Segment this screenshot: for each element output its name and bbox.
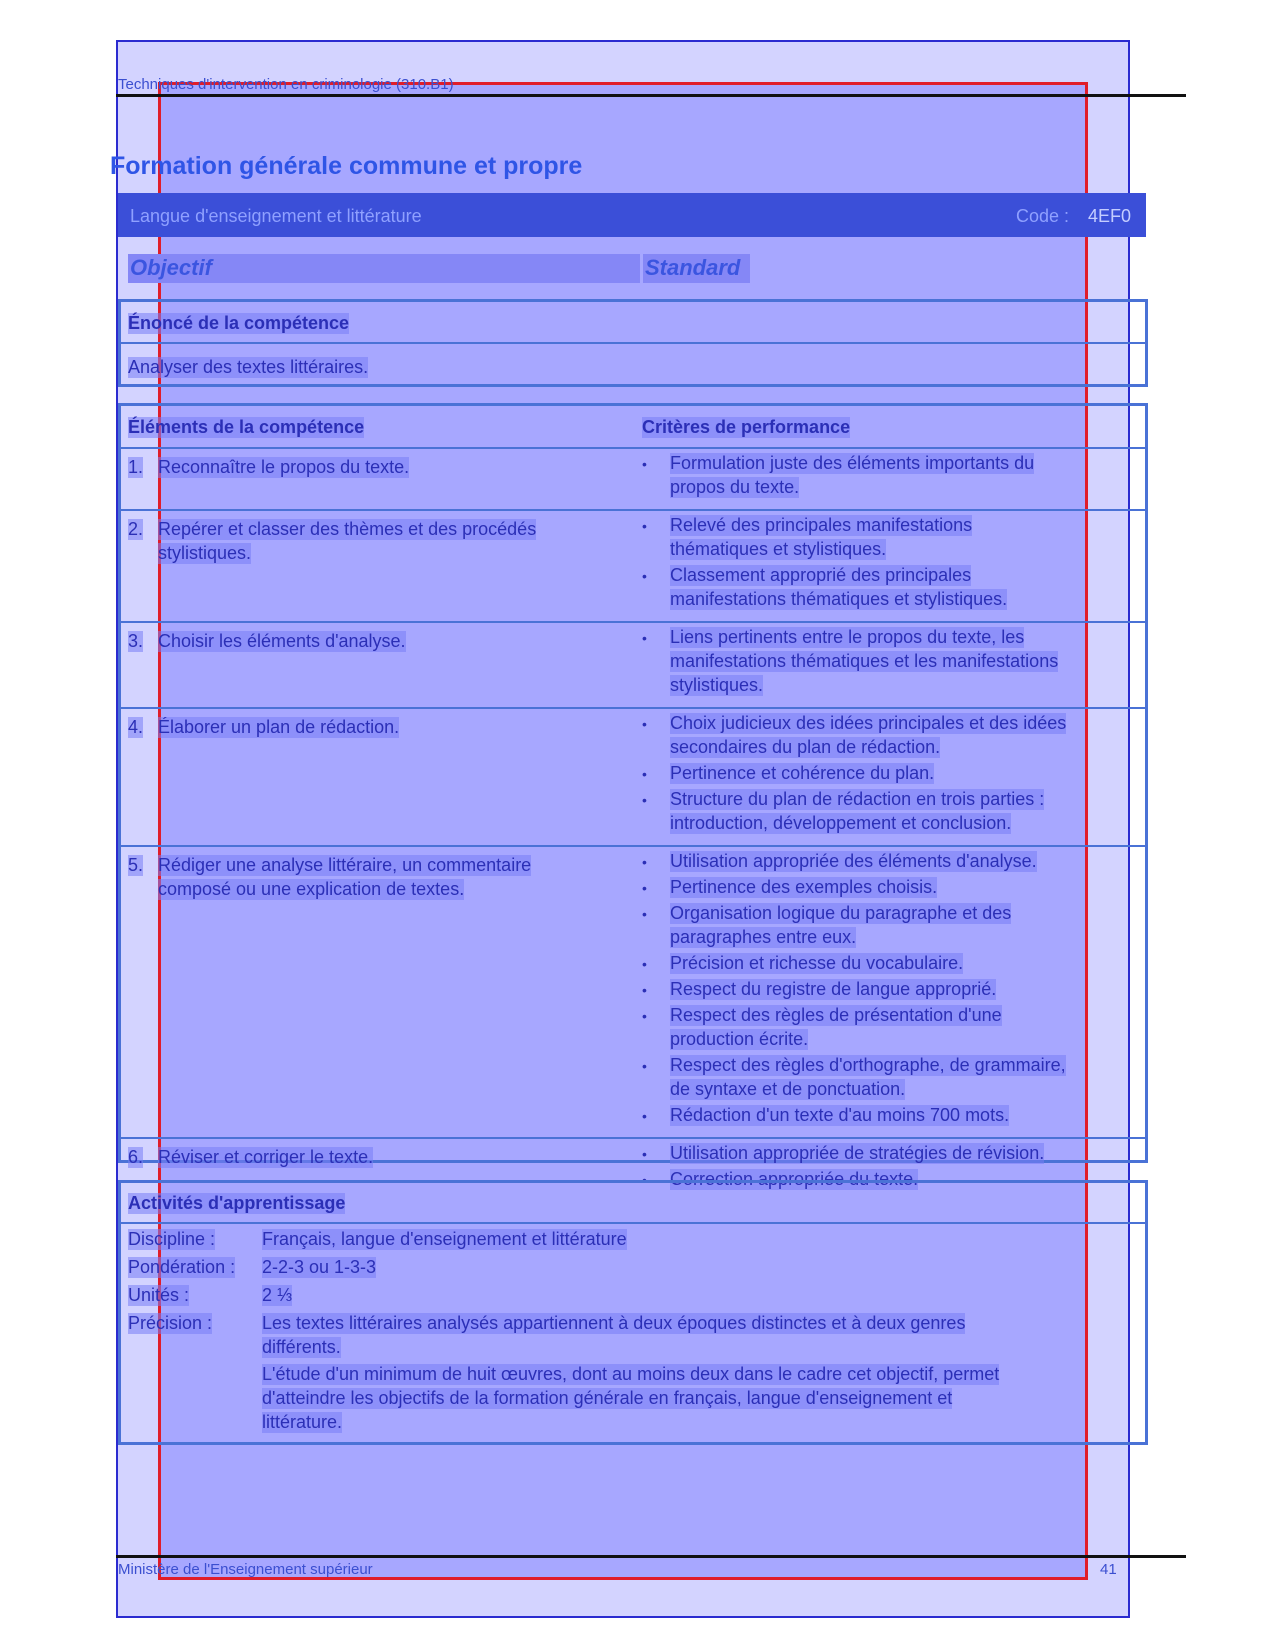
criterion-line: Respect du registre de langue approprié. (670, 979, 997, 999)
criterion-line: Pertinence et cohérence du plan. (670, 763, 935, 783)
criterion-line: Utilisation appropriée des éléments d'analyse. (670, 851, 1037, 871)
element-text-line: Rédiger une analyse littéraire, un commentaire (158, 855, 532, 875)
precision-p1-line: Les textes littéraires analysés appartiennent à deux époques distinctes et à deux genres (262, 1313, 966, 1333)
precision-p2-line: L'étude d'un minimum de huit œuvres, dont au moins deux dans le cadre cet objectif, permet (262, 1364, 1000, 1384)
row-divider (118, 509, 1148, 511)
bullet-icon: • (642, 880, 647, 896)
element-number: 5. (128, 855, 144, 875)
element-number: 2. (128, 519, 144, 539)
criterion-line: thématiques et stylistiques. (670, 539, 887, 559)
ponderation-value: 2-2-3 ou 1-3-3 (262, 1257, 377, 1277)
element-text-line: Repérer et classer des thèmes et des procédés (158, 519, 537, 539)
row-divider (118, 1137, 1148, 1139)
header-rule (116, 94, 1186, 97)
bullet-icon: • (642, 1146, 647, 1162)
bullet-icon: • (642, 1008, 647, 1024)
enonce-text: Analyser des textes littéraires. (128, 357, 369, 377)
section-title: Formation générale commune et propre (110, 152, 583, 180)
criterion-line: de syntaxe et de ponctuation. (670, 1079, 906, 1099)
element-text-line: Réviser et corriger le texte. (158, 1147, 374, 1167)
criterion-line: paragraphes entre eux. (670, 927, 857, 947)
criterion-line: Respect des règles d'orthographe, de grammaire, (670, 1055, 1066, 1075)
criterion-line: manifestations thématiques et stylistiques. (670, 589, 1008, 609)
row-divider (118, 707, 1148, 709)
precision-p2-line: d'atteindre les objectifs de la formation générale en français, langue d'enseignement et (262, 1388, 953, 1408)
bullet-icon: • (642, 518, 647, 534)
bullet-icon: • (642, 1058, 647, 1074)
element-text-line: stylistiques. (158, 543, 252, 563)
element-number: 1. (128, 457, 144, 477)
criterion-line: Relevé des principales manifestations (670, 515, 973, 535)
elements-box (118, 403, 1148, 1163)
element-text-line: Choisir les éléments d'analyse. (158, 631, 406, 651)
standard-heading: Standard (645, 255, 741, 280)
bullet-icon: • (642, 956, 647, 972)
criterion-line: manifestations thématiques et les manifestations (670, 651, 1059, 671)
criterion-line: Précision et richesse du vocabulaire. (670, 953, 964, 973)
enonce-divider (118, 342, 1148, 344)
activites-header: Activités d'apprentissage (128, 1193, 346, 1213)
criterion-line: Rédaction d'un texte d'au moins 700 mots. (670, 1105, 1010, 1125)
precision-p2-line: littérature. (262, 1412, 343, 1432)
discipline-label: Discipline : (128, 1229, 216, 1249)
row-divider (118, 621, 1148, 623)
element-text-line: Reconnaître le propos du texte. (158, 457, 410, 477)
band-code-label: Code : (1016, 206, 1070, 226)
criterion-line: Correction appropriée du texte. (670, 1169, 919, 1189)
criterion-line: Respect des règles de présentation d'une (670, 1005, 1002, 1025)
bullet-icon: • (642, 456, 647, 472)
footer-ministry: Ministère de l'Enseignement supérieur (118, 1561, 373, 1578)
objectif-heading: Objectif (130, 255, 212, 280)
bullet-icon: • (642, 906, 647, 922)
elements-header: Éléments de la compétence (128, 417, 365, 437)
footer-rule (116, 1555, 1186, 1558)
bullet-icon: • (642, 792, 647, 808)
criterion-line: Liens pertinents entre le propos du texte, les (670, 627, 1025, 647)
element-number: 3. (128, 631, 144, 651)
bullet-icon: • (642, 766, 647, 782)
bullet-icon: • (642, 1172, 647, 1188)
unites-label: Unités : (128, 1285, 190, 1305)
running-header: Techniques d'intervention en criminologie (310.B1) (118, 76, 454, 93)
band-code-value: 4EF0 (1088, 206, 1132, 226)
bullet-icon: • (642, 982, 647, 998)
criterion-line: Choix judicieux des idées principales et des idées (670, 713, 1067, 733)
row-divider (118, 845, 1148, 847)
bullet-icon: • (642, 716, 647, 732)
criterion-line: production écrite. (670, 1029, 809, 1049)
criterion-line: Utilisation appropriée de stratégies de révision. (670, 1143, 1045, 1163)
criterion-line: secondaires du plan de rédaction. (670, 737, 941, 757)
unites-value: 2 ⅓ (262, 1285, 293, 1305)
criterion-line: Classement approprié des principales (670, 565, 972, 585)
precision-label: Précision : (128, 1313, 213, 1333)
band-title: Langue d'enseignement et littérature (130, 206, 422, 226)
bullet-icon: • (642, 854, 647, 870)
row-divider (118, 447, 1148, 449)
criterion-line: introduction, développement et conclusion. (670, 813, 1012, 833)
criteria-header: Critères de performance (642, 417, 851, 437)
activites-divider (118, 1222, 1148, 1224)
bullet-icon: • (642, 1108, 647, 1124)
criterion-line: stylistiques. (670, 675, 764, 695)
criterion-line: Organisation logique du paragraphe et des (670, 903, 1012, 923)
criterion-line: propos du texte. (670, 477, 800, 497)
precision-p1-line: différents. (262, 1337, 341, 1357)
element-text-line: composé ou une explication de textes. (158, 879, 465, 899)
bullet-icon: • (642, 568, 647, 584)
criterion-line: Formulation juste des éléments importants du (670, 453, 1035, 473)
criterion-line: Pertinence des exemples choisis. (670, 877, 938, 897)
ponderation-label: Pondération : (128, 1257, 236, 1277)
element-number: 6. (128, 1147, 144, 1167)
element-number: 4. (128, 717, 144, 737)
page-number: 41 (1100, 1561, 1117, 1578)
criterion-line: Structure du plan de rédaction en trois parties : (670, 789, 1045, 809)
element-text-line: Élaborer un plan de rédaction. (158, 717, 400, 737)
bullet-icon: • (642, 630, 647, 646)
discipline-value: Français, langue d'enseignement et littérature (262, 1229, 627, 1249)
enonce-header: Énoncé de la compétence (128, 313, 350, 333)
